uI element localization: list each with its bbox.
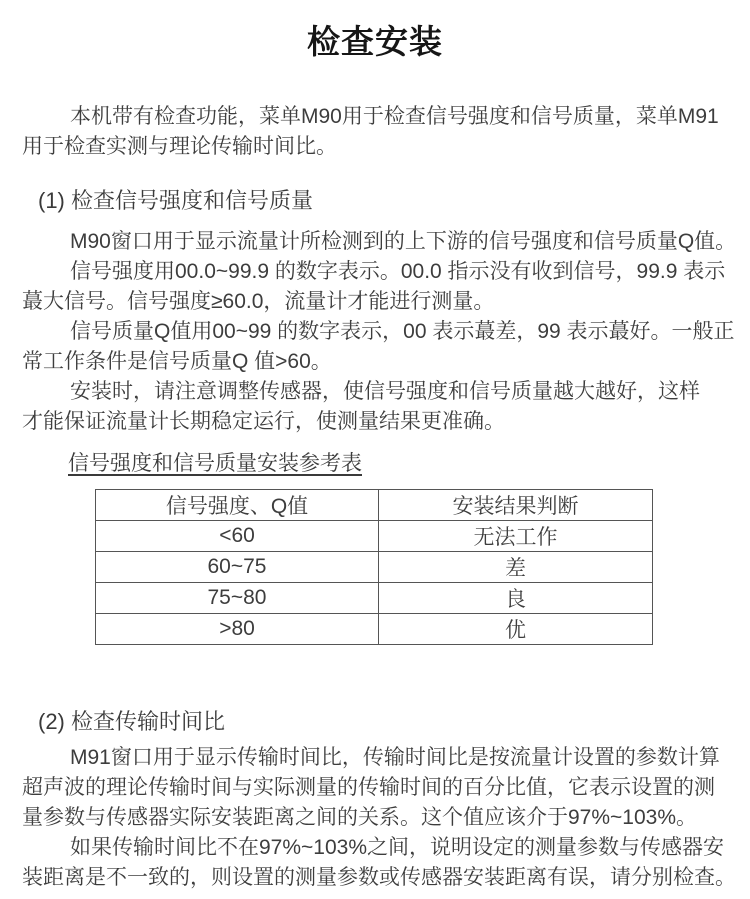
table-cell: >80: [96, 614, 379, 645]
table-cell: 良: [379, 583, 653, 614]
table-cell: 75~80: [96, 583, 379, 614]
table-cell: <60: [96, 521, 379, 552]
reference-table: [95, 489, 653, 645]
section2-body: [22, 743, 738, 893]
page-title: 检查安装: [307, 23, 443, 60]
body-line: 蕞大信号。信号强度≥60.0，流量计才能进行测量。: [22, 290, 495, 313]
body-line: 装距离是不一致的，则设置的测量参数或传感器安装距离有误，请分别检查。: [22, 866, 736, 889]
table-cell: 差: [379, 552, 653, 583]
intro-line: 用于检查实测与理论传输时间比。: [22, 135, 337, 158]
section1-body: [22, 227, 738, 437]
body-line: 信号质量Q值用00~99 的数字表示，00 表示蕞差，99 表示蕞好。一般正: [70, 320, 735, 343]
intro-paragraph: [22, 102, 738, 162]
table-row: [96, 552, 653, 583]
table-cell: 无法工作: [379, 521, 653, 552]
table-caption: 信号强度和信号质量安装参考表: [68, 452, 362, 475]
section2-heading: (2) 检查传输时间比: [38, 709, 226, 734]
body-line: 安装时，请注意调整传感器，使信号强度和信号质量越大越好，这样: [70, 380, 700, 403]
body-line: M90窗口用于显示流量计所检测到的上下游的信号强度和信号质量Q值。: [70, 230, 737, 253]
table-row: [96, 614, 653, 645]
table-header-cell: 安装结果判断: [379, 490, 653, 521]
body-line: M91窗口用于显示传输时间比，传输时间比是按流量计设置的参数计算: [70, 746, 720, 769]
section1-heading: (1) 检查信号强度和信号质量: [38, 188, 314, 213]
table-cell: 60~75: [96, 552, 379, 583]
intro-line: 本机带有检查功能，菜单M90用于检查信号强度和信号质量，菜单M91: [70, 105, 719, 128]
body-line: 超声波的理论传输时间与实际测量的传输时间的百分比值，它表示设置的测: [22, 776, 715, 799]
table-row: [96, 521, 653, 552]
body-line: 才能保证流量计长期稳定运行，使测量结果更准确。: [22, 410, 505, 433]
table-header-cell: 信号强度、Q值: [96, 490, 379, 521]
body-line: 常工作条件是信号质量Q 值>60。: [22, 350, 332, 373]
body-line: 如果传输时间比不在97%~103%之间，说明设定的测量参数与传感器安: [70, 836, 725, 859]
table-cell: 优: [379, 614, 653, 645]
body-line: 量参数与传感器实际安装距离之间的关系。这个值应该介于97%~103%。: [22, 806, 698, 829]
table-row: [96, 583, 653, 614]
table-header-row: [96, 490, 653, 521]
body-line: 信号强度用00.0~99.9 的数字表示。00.0 指示没有收到信号，99.9 表示: [70, 260, 726, 283]
